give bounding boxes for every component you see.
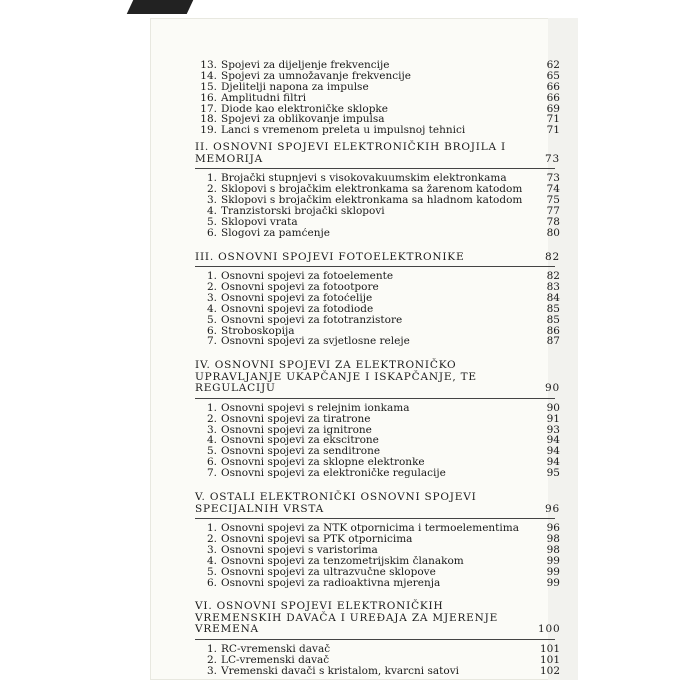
entry-page: 71 — [546, 113, 560, 126]
entry-title: Djelitelji napona za impulse — [221, 81, 369, 93]
toc-entry — [195, 194, 560, 207]
entry-title: Osnovni spojevi za radioaktivna mjerenja — [221, 577, 441, 589]
section-gap — [195, 677, 555, 684]
toc-entry — [195, 204, 560, 217]
entry-number: 5. — [206, 215, 217, 228]
entry-page: 66 — [546, 91, 560, 104]
entry-page: 69 — [546, 102, 560, 115]
toc-entry — [195, 412, 560, 425]
entry-title: Lanci s vremenom preleta u impulsnoj tehnici — [221, 125, 466, 137]
toc-entry — [195, 226, 560, 239]
entry-title: Osnovni spojevi za sklopne elektronke — [221, 457, 425, 469]
toc-entry — [195, 91, 560, 104]
toc-entry — [195, 642, 560, 655]
entry-title: Stroboskopija — [221, 325, 295, 337]
entry-number: 2. — [206, 412, 217, 425]
entry-number: 1. — [206, 401, 217, 414]
entry-page: 99 — [546, 554, 560, 567]
entry-title: Osnovni spojevi za tiratrone — [221, 413, 371, 425]
entry-title: Amplitudni filtri — [221, 92, 307, 104]
entry-number: 3. — [206, 291, 217, 304]
entry-number: 1. — [206, 522, 217, 535]
entry-title: Osnovni spojevi za tenzometrijskim članakom — [221, 555, 464, 567]
entry-title: Brojački stupnjevi s visokovakuumskim elektronkama — [221, 173, 507, 185]
toc-entry — [195, 291, 560, 304]
entry-title: LC-vremenski davač — [221, 654, 330, 666]
entry-number: 4. — [206, 554, 217, 567]
entry-title: RC-vremenski davač — [221, 643, 331, 655]
entry-title: Osnovni spojevi za ignitrone — [221, 424, 372, 436]
entry-page: 62 — [546, 59, 560, 71]
entry-page: 94 — [546, 434, 560, 447]
entry-page: 87 — [546, 335, 560, 348]
entry-page: 84 — [546, 291, 560, 304]
section-gap — [195, 347, 555, 354]
section-page: 90 — [545, 382, 560, 395]
entry-page: 85 — [546, 302, 560, 315]
entry-number: 4. — [206, 302, 217, 315]
toc-entry — [195, 59, 560, 71]
entry-title: Osnovni spojevi za NTK otpornicima i termoelementima — [221, 523, 519, 534]
toc-entry — [195, 215, 560, 228]
entry-number: 17. — [200, 102, 217, 115]
entry-number: 19. — [200, 124, 217, 137]
section-rule — [195, 518, 555, 519]
entry-title: Osnovni spojevi za svjetlosne releje — [221, 336, 410, 348]
section-heading — [195, 600, 561, 636]
entry-title: Sklopovi s brojačkim elektronkama sa žarenom katodom — [221, 184, 523, 196]
entry-number: 5. — [206, 313, 217, 326]
entry-title: Osnovni spojevi za elektroničke regulacije — [221, 468, 446, 480]
entry-title: Slogovi za pamćenje — [221, 227, 330, 239]
entry-page: 101 — [539, 653, 560, 666]
toc-entry — [195, 335, 560, 348]
toc-entry — [195, 80, 560, 93]
toc-entry — [195, 280, 560, 293]
entry-number: 2. — [206, 653, 217, 666]
toc-entry — [195, 113, 560, 126]
entry-number: 6. — [206, 456, 217, 469]
entry-number: 15. — [200, 80, 217, 93]
toc-entry — [195, 522, 560, 535]
section-gap — [195, 588, 555, 595]
entry-page: 94 — [546, 456, 560, 469]
entry-page: 83 — [546, 280, 560, 293]
entry-number: 7. — [206, 467, 217, 480]
section-rule — [195, 398, 555, 399]
entry-number: 3. — [206, 194, 217, 207]
entry-title: Vremenski davači s kristalom, kvarcni satovi — [221, 665, 459, 677]
entry-page: 65 — [546, 69, 560, 82]
section-title: III. OSNOVNI SPOJEVI FOTOELEKTRONIKE — [195, 250, 465, 263]
entry-number: 18. — [200, 113, 217, 126]
toc-entry — [195, 270, 560, 283]
entry-number: 14. — [200, 69, 217, 82]
toc-entry — [195, 324, 560, 337]
toc-entry — [195, 172, 560, 185]
section-rule — [195, 168, 555, 169]
entry-number: 2. — [206, 183, 217, 196]
toc-entry — [195, 445, 560, 458]
entry-number: 1. — [206, 172, 217, 185]
entry-page: 66 — [546, 80, 560, 93]
section-heading — [195, 359, 560, 395]
entry-title: Osnovni spojevi s varistorima — [221, 544, 378, 556]
scan-edge-mark — [127, 0, 194, 14]
toc-entry — [195, 434, 560, 447]
section-title: V. OSTALI ELEKTRONIČKI OSNOVNI SPOJEVI SPECIJALNIH VRSTA — [195, 491, 477, 515]
entry-page: 98 — [546, 532, 560, 545]
toc-entry — [195, 183, 560, 196]
entry-page: 75 — [546, 194, 560, 207]
entry-page: 101 — [539, 642, 560, 655]
toc-entry — [195, 543, 560, 556]
entry-number: 6. — [206, 226, 217, 239]
toc-entry — [195, 401, 560, 414]
entry-page: 77 — [546, 204, 560, 217]
entry-page: 99 — [546, 565, 560, 578]
section-heading — [195, 491, 560, 515]
section-gap — [195, 479, 555, 486]
entry-number: 1. — [206, 270, 217, 283]
entry-number: 16. — [200, 91, 217, 104]
toc-entry — [195, 664, 560, 677]
entry-number: 3. — [206, 423, 217, 436]
section-page: 96 — [545, 502, 560, 515]
entry-page: 91 — [546, 412, 560, 425]
entry-page: 73 — [546, 172, 560, 185]
entry-title: Osnovni spojevi za fotoćelije — [221, 292, 373, 304]
section-rule — [195, 639, 555, 640]
entry-page: 71 — [546, 124, 560, 137]
entry-number: 4. — [206, 204, 217, 217]
entry-number: 6. — [206, 324, 217, 337]
entry-title: Osnovni spojevi sa PTK otpornicima — [221, 533, 413, 545]
entry-title: Osnovni spojevi za fotoelemente — [221, 271, 394, 282]
entry-page: 102 — [539, 664, 560, 677]
entry-title: Osnovni spojevi za ekscitrone — [221, 435, 379, 447]
entry-title: Tranzistorski brojački sklopovi — [221, 205, 385, 217]
entry-title: Diode kao elektroničke sklopke — [221, 103, 389, 115]
entry-title: Osnovni spojevi za fotodiode — [221, 303, 374, 315]
table-of-contents — [195, 59, 561, 684]
toc-entry — [195, 653, 560, 666]
entry-number: 1. — [206, 642, 217, 655]
section-title: VI. OSNOVNI SPOJEVI ELEKTRONIČKIH VREMENSKIH DAVAČA I UREĐAJA ZA MJERENJE VREMENA — [195, 600, 499, 636]
entry-page: 82 — [546, 270, 560, 283]
entry-number: 2. — [206, 280, 217, 293]
entry-number: 3. — [206, 664, 217, 677]
entry-page: 99 — [546, 576, 560, 589]
toc-entry — [195, 532, 560, 545]
entry-title: Sklopovi s brojačkim elektronkama sa hladnom katodom — [221, 195, 523, 206]
entry-page: 93 — [546, 423, 560, 436]
toc-entry — [195, 456, 560, 469]
toc-entry — [195, 554, 560, 567]
entry-number: 4. — [206, 434, 217, 447]
entry-number: 13. — [200, 59, 217, 71]
entry-title: Spojevi za umnožavanje frekvencije — [221, 70, 411, 82]
entry-page: 85 — [546, 313, 560, 326]
entry-number: 5. — [206, 565, 217, 578]
entry-page: 74 — [546, 183, 560, 196]
entry-page: 86 — [546, 324, 560, 337]
section-heading — [195, 141, 560, 165]
entry-page: 94 — [546, 445, 560, 458]
section-gap — [195, 239, 555, 246]
entry-page: 98 — [546, 543, 560, 556]
entry-number: 6. — [206, 576, 217, 589]
entry-title: Osnovni spojevi za senditrone — [221, 446, 381, 458]
section-title: II. OSNOVNI SPOJEVI ELEKTRONIČKIH BROJILA I MEMORIJA — [195, 141, 506, 165]
entry-title: Osnovni spojevi za fotootpore — [221, 281, 379, 293]
entry-number: 2. — [206, 532, 217, 545]
section-title: IV. OSNOVNI SPOJEVI ZA ELEKTRONIČKO UPRAVLJANJE UKAPČANJE I ISKAPČANJE, TE REGULACIJU — [195, 359, 477, 395]
entry-title: Sklopovi vrata — [221, 216, 298, 228]
entry-page: 80 — [546, 226, 560, 239]
section-rule — [195, 266, 555, 267]
section-page: 73 — [545, 152, 560, 165]
toc-entry — [195, 124, 560, 137]
entry-number: 5. — [206, 445, 217, 458]
toc-entry — [195, 576, 560, 589]
entry-page: 90 — [546, 401, 560, 414]
toc-entry — [195, 302, 560, 315]
toc-entry — [195, 313, 560, 326]
section-page: 82 — [545, 250, 560, 263]
toc-entry — [195, 102, 560, 115]
toc-entry — [195, 467, 560, 480]
entry-title: Spojevi za oblikovanje impulsa — [221, 114, 385, 126]
entry-page: 78 — [546, 215, 560, 228]
entry-number: 7. — [206, 335, 217, 348]
entry-title: Osnovni spojevi za fototranzistore — [221, 314, 403, 326]
section-page: 100 — [538, 623, 561, 636]
entry-title: Osnovni spojevi s relejnim ionkama — [221, 402, 410, 414]
toc-entry — [195, 69, 560, 82]
entry-page: 96 — [546, 522, 560, 535]
entry-title: Spojevi za dijeljenje frekvencije — [221, 60, 390, 71]
section-heading — [195, 250, 560, 264]
entry-title: Osnovni spojevi za ultrazvučne sklopove — [221, 566, 436, 578]
entry-number: 3. — [206, 543, 217, 556]
entry-page: 95 — [546, 467, 560, 480]
toc-entry — [195, 565, 560, 578]
toc-entry — [195, 423, 560, 436]
